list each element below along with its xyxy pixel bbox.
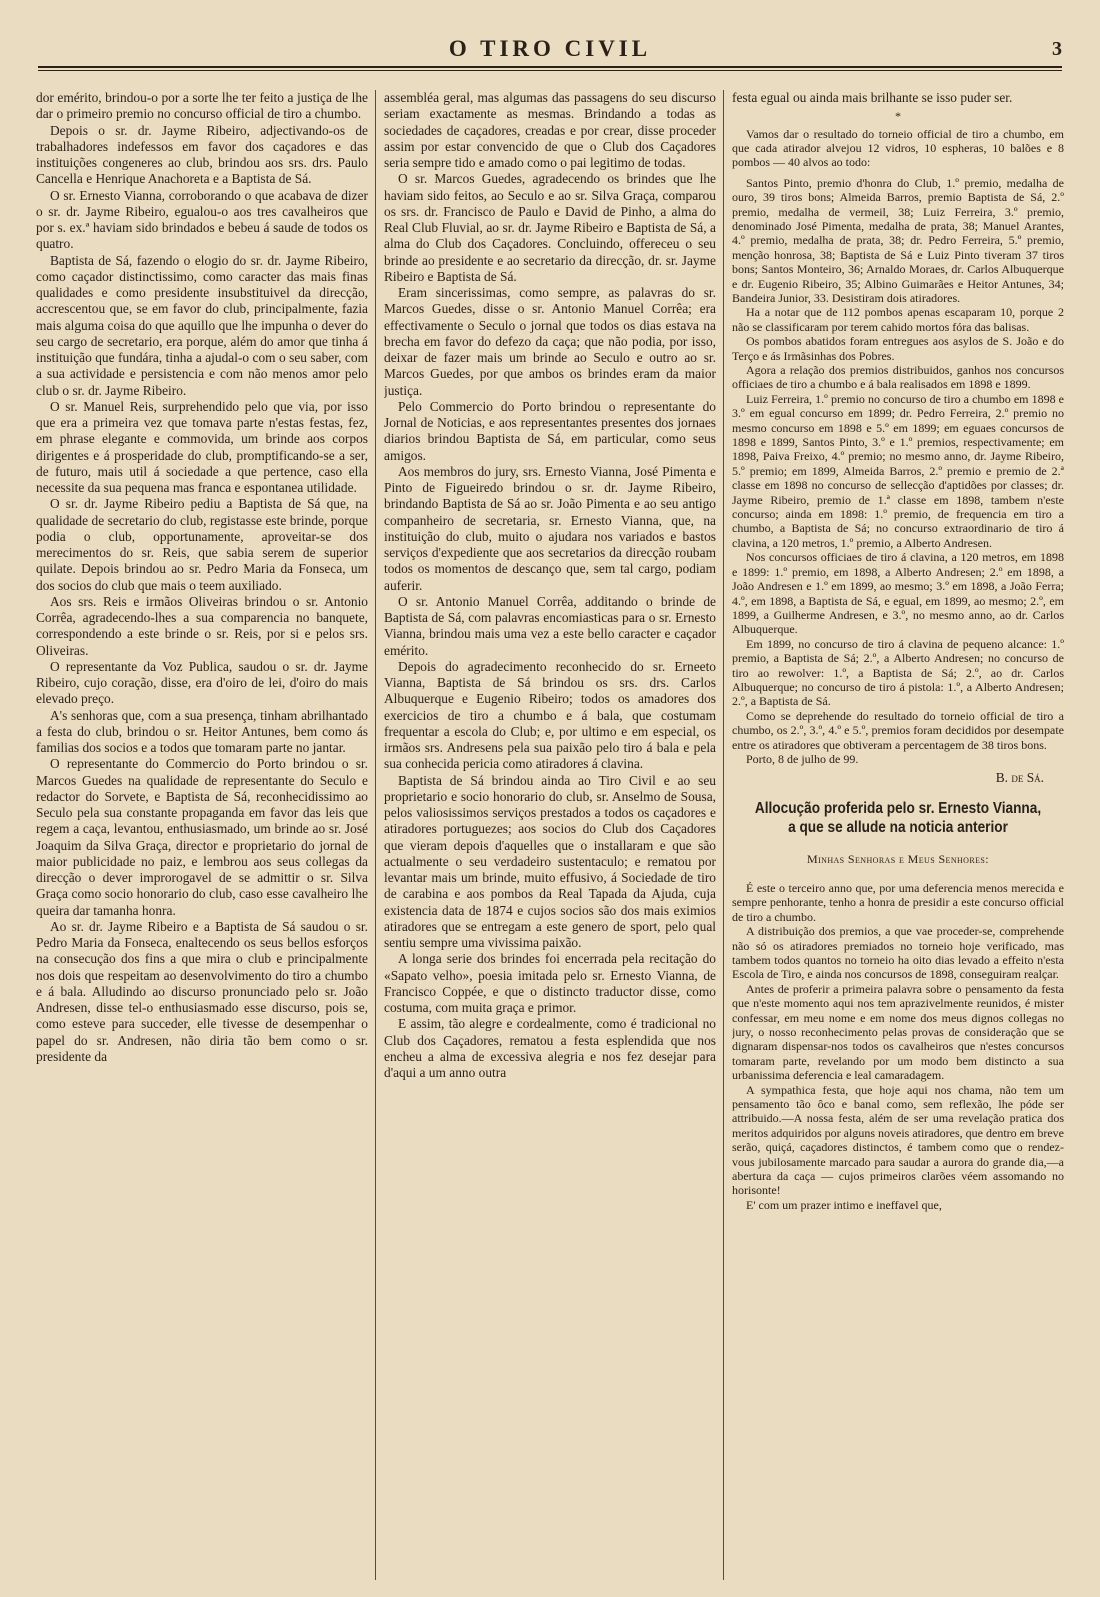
paragraph: Santos Pinto, premio d'honra do Club, 1.º premio, medalha de ouro, 39 tiros bons; Almeida Barros, premio Baptista de Sá, 2.º premio, medalha de vermeil, 38; Luiz Ferreira, 3.º premio, denominado José Pimenta, medalha de prata, 38; Manuel Arantes, 4.º premio, medalha de prata, 38; dr. Pedro Ferreira, 5.º premio, menção honrosa, 38; Baptista de Sá e Luiz Pinto tiveram 37 tiros bons; Santos Monteiro, 36; Arnaldo Moraes, dr. Carlos Albuquerque e dr. Eugenio Ribeiro, 35; Albino Guimarães e Heitor Antunes, 34; Bandeira Junior, 33. Desistiram dois atiradores. [732,175,1064,305]
paragraph: Baptista de Sá brindou ainda ao Tiro Civil e ao seu proprietario e socio honorario do club, sr. Anselmo de Sousa, pelos valiosissimos serviços prestados a todos os caçadores e atiradores portuguezes; aos socios do Club dos Caçadores que vieram depois d'aquelles que o installaram e que são actualmente o seu verdadeiro sustentaculo; e rematou por levantar mais um brinde, muito effusivo, á Sociedade de tiro de carabina e aos pombos da Real Tapada da Ajuda, cuja existencia data de 1874 e cujos socios são dos mais eximios atiradores que se entregam a este genero de sport, pelo qual sentiu sempre uma vivissima paixão. [384,772,716,950]
paragraph: Aos srs. Reis e irmãos Oliveiras brindou o sr. Antonio Corrêa, agradecendo-lhes a sua comparencia no banquete, correspondendo a este brinde o sr. Reis, por si e pelos srs. Oliveiras. [36,593,368,658]
column-2 [384,90,716,1580]
paragraph: Nos concursos officiaes de tiro á clavina, a 120 metros, em 1898 e 1899: 1.º premio, em 1898, a Alberto Andresen; 2.º em 1898, a João Andresen e 1.º em 1899, ao mesmo; 3.º em 1898, a João Ferra; 4.º, em 1898, a Baptista de Sá, e egual, em 1899, ao mesmo; 2.º, em 1899, a Guilherme Andresen, e 3.º, no mesmo anno, ao dr. Carlos Albuquerque. [732,550,1064,637]
headline-line: Allocução proferida pelo sr. Ernesto Vianna, [754,799,1042,817]
paragraph: Depois do agradecimento reconhecido do sr. Erneeto Vianna, Baptista de Sá brindou os srs. drs. Carlos Albuquerque e Eugenio Ribeiro; todos os amadores dos exercicios de tiro a chumbo e á bala, que costumam frequentar a escola do Club; e, por ultimo e em especial, os irmãos srs. Andresens pela sua paixão pelo tiro á bala e pela sua conhecida pericia como atiradores á clavina. [384,658,716,772]
paragraph: Pelo Commercio do Porto brindou o representante do Jornal de Noticias, e aos representantes presentes dos jornaes diarios brindou Baptista de Sá, em particular, como seus amigos. [384,398,716,463]
paragraph: É este o terceiro anno que, por uma deferencia menos merecida e sempre penhorante, tenho a honra de presidir a este concurso official de tiro a chumbo. [732,880,1064,924]
paragraph: O representante do Commercio do Porto brindou o sr. Marcos Guedes na qualidade de representante do Seculo e redactor do Sorvete, e Baptista de Sá, reconhecidissimo ao Seculo pela sua constante propaganda em favor das leis que regem a caça, levantou, enthusiasmado, um brinde ao sr. José Joaquim da Silva Graça, director e proprietario do jornal de maior publicidade no paiz, e lembrou aos seus collegas da direcção o dever improrogavel de se admittir o sr. Silva Graça como socio honorario do club, caso esse cavalheiro lhe queira dar tamanha honra. [36,756,368,918]
paragraph: A longa serie dos brindes foi encerrada pela recitação do «Sapato velho», poesia imitada pelo sr. Ernesto Vianna, de Francisco Coppée, e que o distincto traductor disse, como costuma, com muita graça e primor. [384,951,716,1015]
paragraph: A sympathica festa, que hoje aqui nos chama, não tem um pensamento tão ôco e banal como, sem reflexão, lhe póde ser attribuido.—A nossa festa, além de ser uma revelação pratica dos meritos adquiridos por alguns noveis atiradores, que dentro em breve serão, quiçá, caçadores distinctos, é tambem como que o rendez-vous jubilosamente marcado para saudar a aurora do grande dia,—a abertura da caça — cujos primeiros clarões véem assomando no horisonte! [732,1082,1064,1198]
signature: B. de Sá. [995,770,1044,786]
paragraph: O sr. Ernesto Vianna, corroborando o que acabava de dizer o sr. dr. Jayme Ribeiro, egualou-o aos tres cavalheiros que por s. ex.ª haviam sido brindados e bebeu á saude de todos os quatro. [36,187,368,252]
paragraph: O sr. Antonio Manuel Corrêa, additando o brinde de Baptista de Sá, com palavras encomiasticas para o sr. Ernesto Vianna, brindou mais uma vez a este bello caracter e caçador emérito. [384,593,716,658]
headline-line: a que se allude na noticia anterior [788,818,1008,836]
paragraph: O sr. dr. Jayme Ribeiro pediu a Baptista de Sá que, na qualidade de secretario do club, registasse este brinde, porque podia o club, opportunamente, aproveitar-se dos merecimentos do sr. Reis, que sabia serem de superior quilate. Depois brindou ao sr. Pedro Maria da Fonseca, um dos socios do club que mais o teem auxiliado. [36,496,368,593]
header-rule [38,66,1062,68]
paragraph: A's senhoras que, com a sua presença, tinham abrilhantado a festa do club, brindou o sr. Heitor Antunes, bem como ás familias dos socios e a todos que tomaram parte no jantar. [36,707,368,755]
dateline: Porto, 8 de julho de 99. [746,751,859,766]
masthead [38,36,1062,72]
paragraph: Ha a notar que de 112 pombos apenas escaparam 10, porque 2 não se classificaram por terem cahido mortos fóra das balisas. [732,305,1064,334]
salutation: Minhas Senhoras e Meus Senhores: [807,851,989,866]
speech-headline [752,799,1044,837]
newspaper-title: O TIRO CIVIL [448,36,652,61]
paragraph: Em 1899, no concurso de tiro á clavina de pequeno alcance: 1.º premio, a Baptista de Sá; 2.º, a Alberto Andresen; no concurso de tiro ao rewolver: 1.º, a Baptista de Sá; 2.º, ao dr. Carlos Albuquerque; no concurso de tiro á pistola: 1.º, a Alberto Andresen; 2.º, a Baptista de Sá. [732,636,1064,709]
paragraph: A distribuição dos premios, a que vae proceder-se, comprehende não só os atiradores premiados no torneio hoje verificado, mas tambem todos quantos no torneio ha oito dias levado a effeito n'esta Escola de Tiro, e ainda nos concursos de 1898, conseguiram realçar. [732,924,1064,982]
section-separator: * [895,109,901,124]
paragraph: Luiz Ferreira, 1.º premio no concurso de tiro a chumbo em 1898 e 3.º em egual concurso em 1899; dr. Pedro Ferreira, 2.º premio no mesmo concurso em 1898 e 5.º em 1899; em eguaes concursos de 1898 e 1899, Santos Pinto, 3.º e 1.º premios, respectivamente; em 1898, Paiva Freixo, 4.º premio; no mesmo anno, dr. Jayme Ribeiro, 5.º premio; em 1899, Almeida Barros, 2.º premio e premio de 2.ª classe em 1898 no concurso de sellecção d'aptidões por classes; dr. Jayme Ribeiro, premio de 1.ª classe em 1898, tambem n'este concurso; ainda em 1898: 1.º premio, de frequencia em tiro a chumbo, a Baptista de Sá; no concurso extraordinario de tiro á clavina, a 120 metros, 1.º premio, a Alberto Andresen. [732,391,1064,550]
paragraph: O representante da Voz Publica, saudou o sr. dr. Jayme Ribeiro, cujo coração, disse, era d'oiro de lei, d'oiro do mais elevado preço. [36,658,368,707]
paragraph: E' com um prazer intimo e ineffavel que, [746,1197,942,1212]
article-columns [36,90,1064,1580]
paragraph: Como se deprehende do resultado do torneio official de tiro a chumbo, os 2.º, 3.º, 4.º e 5.º, premios foram decididos por desempate entre os atiradores que obtiveram a percentagem de 38 tiros bons. [732,708,1064,752]
paragraph: O sr. Manuel Reis, surprehendido pelo que via, por isso que era a primeira vez que tomava parte n'estas festas, fez, em phrase elegante e commovida, um brinde aos corpos dirigentes e á prosperidade do club, promptificando-se a ser, de futuro, mais util á sociedade a que pertence, caso ella necessite da sua pequena mas franca e espontanea utilidade. [36,398,368,495]
paragraph: festa egual ou ainda mais brilhante se isso puder ser. [732,90,1013,105]
column-rule [716,90,732,1580]
paragraph: Depois o sr. dr. Jayme Ribeiro, adjectivando-os de trabalhadores indefessos em favor dos caçadores e das instituições congeneres ao club, brindou aos srs. drs. Paulo Cancella e Henrique Anachoreta e a Baptista de Sá. [36,122,368,187]
paragraph: E assim, tão alegre e cordealmente, como é tradicional no Club dos Caçadores, rematou a festa esplendida que nos encheu a alma de excessiva alegria e nos fez desejar para d'aqui a um anno outra [384,1016,716,1080]
paragraph: O sr. Marcos Guedes, agradecendo os brindes que lhe haviam sido feitos, ao Seculo e ao sr. Silva Graça, comparou os srs. dr. Francisco de Paulo e David de Pinho, a alma do Real Club Fluvial, ao sr. dr. Jayme Ribeiro e Baptista de Sá, a alma do Club dos Caçadores. Concluindo, offereceu o seu brinde ao presidente e ao secretario da direcção, dr. sr. Jayme Ribeiro e Baptista de Sá. [384,171,716,284]
paragraph: Agora a relação dos premios distribuidos, ganhos nos concursos officiaes de tiro a chumbo e á bala realisados em 1898 e 1899. [732,363,1064,392]
page-number: 3 [1052,38,1062,60]
paragraph: Eram sincerissimas, como sempre, as palavras do sr. Marcos Guedes, disse o sr. Antonio Manuel Corrêa; era effectivamente o Seculo o jornal que todos os dias estava na brecha em favor do defezo da caça; que não podia, por isso, deixar de fazer mais um brinde ao Seculo e outro ao sr. Marcos Guedes, por que ambos os brindes eram da maior justiça. [384,285,716,398]
header-rule-thin [38,70,1062,71]
column-rule [368,90,384,1580]
paragraph: dor emérito, brindou-o por a sorte lhe ter feito a justiça de lhe dar o primeiro premio no concurso official de tiro a chumbo. [36,90,368,122]
paragraph: Ao sr. dr. Jayme Ribeiro e a Baptista de Sá saudou o sr. Pedro Maria da Fonseca, enaltecendo os seus bellos esforços na consecução dos fins a que mira o club e principalmente nos dois que respeitam ao desenvolvimento do tiro a chumbo e á bala. Alludindo ao discurso pronunciado pelo sr. João Andresen, disse tel-o enthusiasmado esse discurso, pois se, como esteve para succeder, elle tivesse de desempenhar o papel do sr. Andresen, não diria tão bem como o sr. presidente da [36,918,368,1064]
paragraph: Os pombos abatidos foram entregues aos asylos de S. João e do Terço e ás Irmãsinhas dos Pobres. [732,334,1064,363]
paragraph: Baptista de Sá, fazendo o elogio do sr. dr. Jayme Ribeiro, como caçador distinctissimo, como caracter das mais finas qualidades e como presidente insubstituivel da direcção, accrescentou que, se em favor do club, principalmente, fazia mais alguma coisa do que aquillo que lhe impunha o dever do seu cargo de secretario, era porque, além do amor que tinha á instituição que fundára, tinha a ajudal-o com o seu saber, com a sua actividade e persistencia e com não menos amor pelo club o sr. dr. Jayme Ribeiro. [36,252,368,398]
column-1 [36,90,368,1580]
column-3 [732,90,1064,1580]
paragraph: Aos membros do jury, srs. Ernesto Vianna, José Pimenta e Pinto de Figueiredo brindou o sr. dr. Jayme Ribeiro, brindando Baptista de Sá ao sr. João Pimenta e ao seu antigo companheiro de secretaria, sr. Ernesto Vianna, que, na instituição do club, muito o ajudara nos variados e bastos serviços d'expediente que aos secretarios da direcção roubam todos os momentos de descanço que, sem tal cargo, podiam auferir. [384,463,716,593]
paragraph: assembléa geral, mas algumas das passagens do seu discurso seriam exactamente as mesmas. Brindando a todas as sociedades de caçadores, creadas e por crear, disse proceder assim por estar convencido de que o Club dos Caçadores seria sempre tido e amado como o pai legitimo de todas. [384,90,716,170]
paragraph: Antes de proferir a primeira palavra sobre o pensamento da festa que n'este momento aqui nos tem aprazivelmente reunidos, é mister confessar, em meu nome e em nome dos meus dignos collegas no jury, o nosso reconhecimento pelas provas de consideração que se dignaram dispensar-nos todos os cavalheiros que n'estes concursos tomaram parte, revelando por um modo bem distincto a sua urbanissima deferencia e leal camaradagem. [732,981,1064,1083]
paragraph: Vamos dar o resultado do torneio official de tiro a chumbo, em que cada atirador alvejou 12 vidros, 10 espheras, 10 balões e 8 pombos — 40 alvos ao todo: [732,126,1064,170]
